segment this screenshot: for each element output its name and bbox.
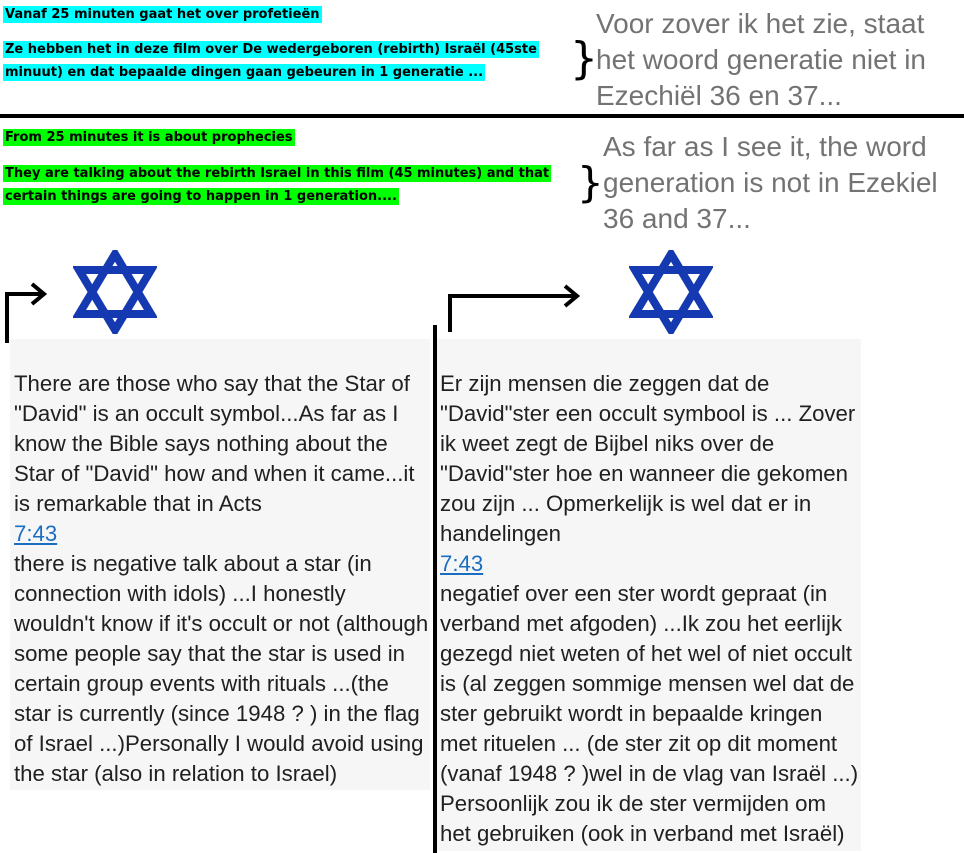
dutch-body-line-1 [3,39,539,61]
english-heading-text: From 25 minutes it is about prophecies [5,130,293,145]
english-note: As far as I see it, the word generation is not in Ezekiel 36 and 37... [603,131,938,234]
english-brace: } [577,158,604,207]
dutch-panel-text-start: Er zijn mensen die zeggen dat de "David"ster een occult symbool is ... Zover ik weet zegt de Bijbel niks over de "David"ster hoe en wanneer die gekomen zou zijn ... Opmerkelijk is wel dat er in handelingen [440,371,856,546]
dutch-brace: } [570,33,598,84]
english-panel [10,339,430,790]
dutch-body-text-1: Ze hebben het in deze film over De wedergeboren (rebirth) Israël (45ste [5,42,537,57]
dutch-panel [437,339,861,851]
english-body-line-2 [3,186,399,208]
star-of-david-icon-right [629,250,713,334]
left-arrow-icon [2,280,52,345]
english-panel-text-start: There are those who say that the Star of "David" is an occult symbol...As far as I know the Bible says nothing about the Star of "David" how and when it came...it is remarkable that in Acts [14,371,415,516]
english-body-text-2: certain things are going to happen in 1 generation.... [5,189,397,204]
dutch-body-text-2: minuut) en dat bepaalde dingen gaan gebeuren in 1 generatie ... [5,65,484,80]
english-body-line-1 [3,163,551,185]
english-panel-text-end: there is negative talk about a star (in connection with idols) ...I honestly wouldn't know if it's occult or not (although some people say that the star is used in certain group events with rituals ...(the star is currently (since 1948 ? ) in the flag of Israel ...)Personally I would avoid using the star (also in relation to Israel) [14,551,429,786]
english-heading-line [3,127,295,149]
right-arrow-icon [445,284,585,334]
star-of-david-icon-left [73,250,157,334]
dutch-note: Voor zover ik het zie, staat het woord generatie niet in Ezechiël 36 en 37... [596,8,926,111]
dutch-heading-text: Vanaf 25 minuten gaat het over profetieën [5,7,320,22]
dutch-heading-line [3,4,322,26]
dutch-panel-text-end: negatief over een ster wordt gepraat (in verband met afgoden) ...Ik zou het eerlijk gezegd niet weten of het wel of niet occult is (al zeggen sommige mensen wel dat de ster gebruikt wordt in bepaalde kringen met rituelen ... (de ster zit op dit moment (vanaf 1948 ? )wel in de vlag van Israël ...) Persoonlijk zou ik de ster vermijden om het gebruiken (ook in verband met Israël) [440,581,859,846]
english-body-text-1: They are talking about the rebirth Israel in this film (45 minutes) and that [5,166,550,181]
dutch-handelingen-link[interactable]: 7:43 [440,551,484,576]
english-acts-link[interactable]: 7:43 [14,521,58,546]
section-divider [0,114,964,118]
dutch-body-line-2 [3,62,485,84]
